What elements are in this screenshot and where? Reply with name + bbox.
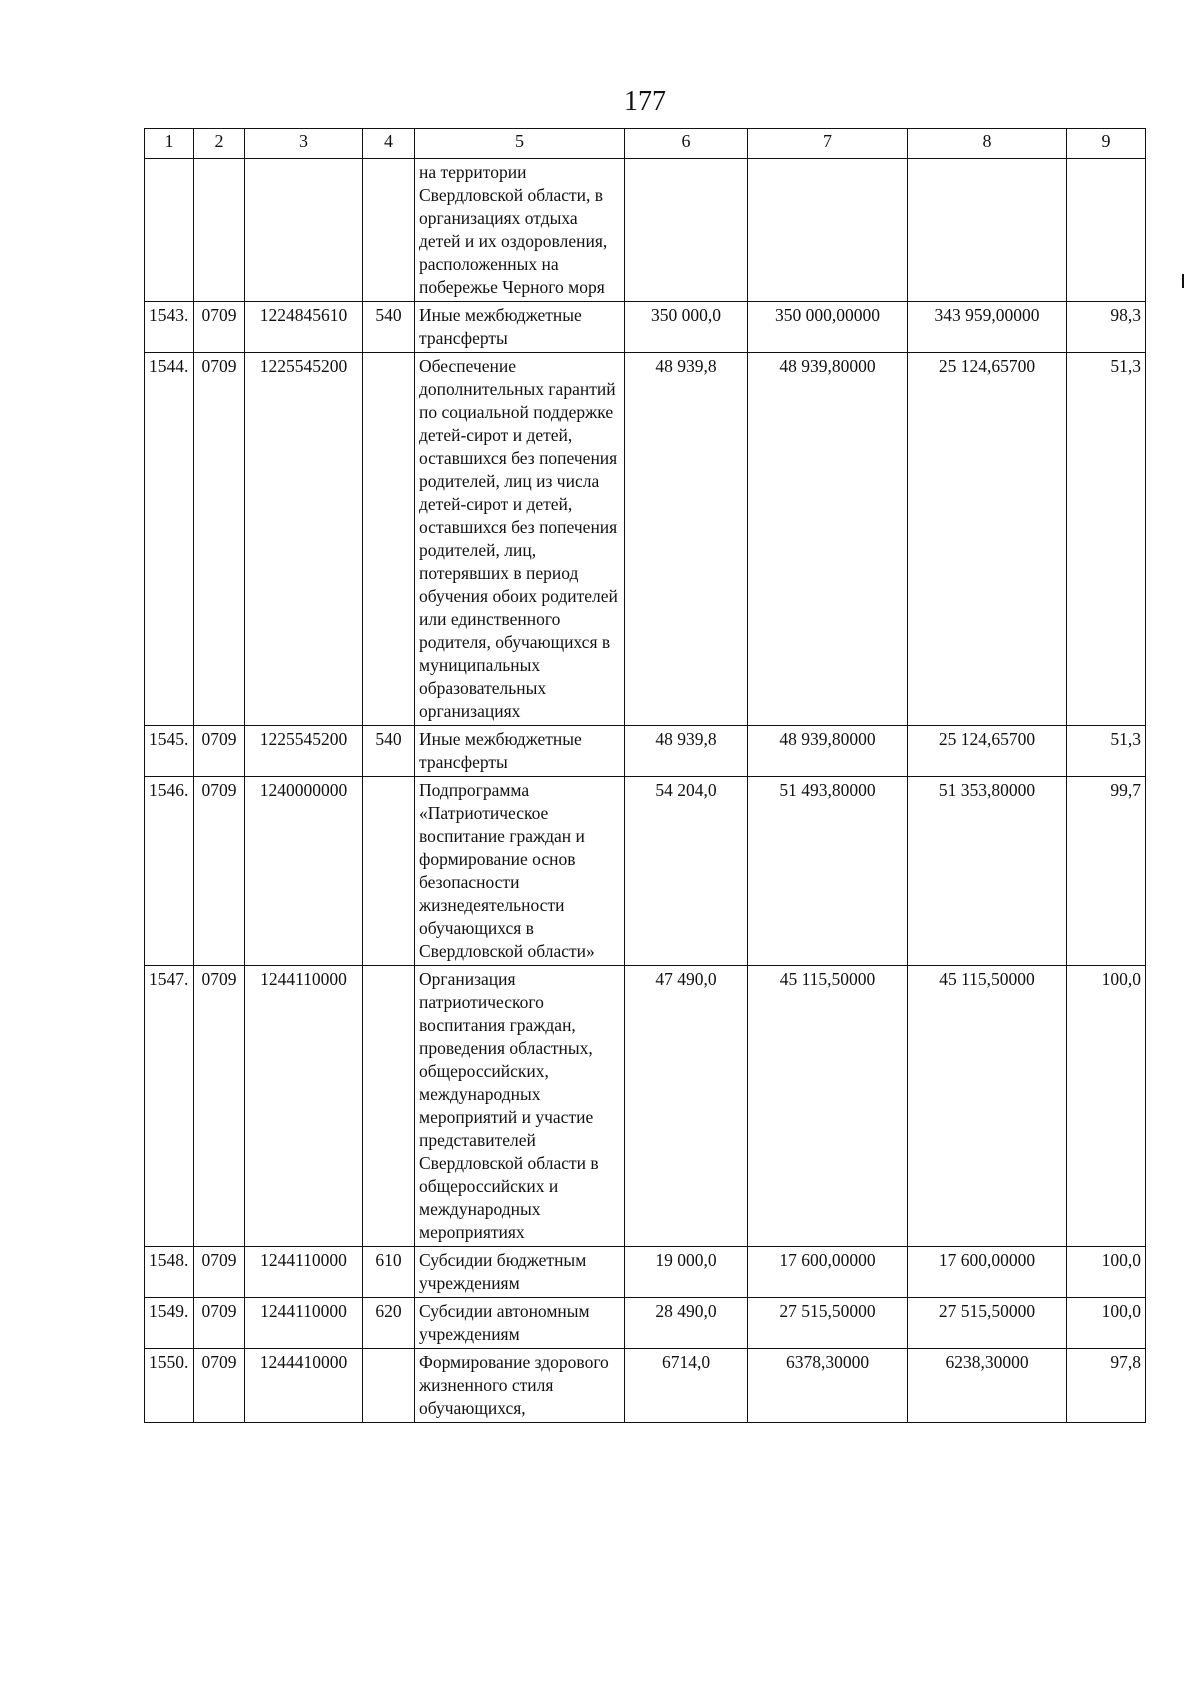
section-code-cell [194, 159, 245, 302]
expense-type-cell: 540 [363, 726, 415, 777]
approved-amount-cell: 48 939,8 [625, 726, 748, 777]
row-number-cell: 1548. [145, 1247, 194, 1298]
item-name-cell: Субсидии бюджетным учреждениям [415, 1247, 625, 1298]
executed-amount-cell: 17 600,00000 [908, 1247, 1067, 1298]
row-number-cell: 1544. [145, 353, 194, 726]
table-row [145, 353, 1146, 726]
execution-percent-cell [1067, 159, 1146, 302]
row-number-cell: 1543. [145, 302, 194, 353]
expense-type-cell: 610 [363, 1247, 415, 1298]
section-code-cell: 0709 [194, 777, 245, 966]
item-name-cell: Иные межбюджетные трансферты [415, 726, 625, 777]
item-name-cell: на территории Свердловской области, в организациях отдыха детей и их оздоровления, расположенных на побережье Черного моря [415, 159, 625, 302]
item-name-cell: Организация патриотического воспитания граждан, проведения областных, общероссийских, международных мероприятий и участие представителей Свердловской области в общероссийских и международных мероприятиях [415, 966, 625, 1247]
planned-amount-cell: 17 600,00000 [748, 1247, 908, 1298]
executed-amount-cell: 27 515,50000 [908, 1298, 1067, 1349]
table-row [145, 302, 1146, 353]
execution-percent-cell: 100,0 [1067, 1298, 1146, 1349]
column-header: 4 [363, 129, 415, 159]
planned-amount-cell: 27 515,50000 [748, 1298, 908, 1349]
execution-percent-cell: 100,0 [1067, 1247, 1146, 1298]
expense-type-cell: 540 [363, 302, 415, 353]
approved-amount-cell: 6714,0 [625, 1349, 748, 1423]
table-row [145, 726, 1146, 777]
section-code-cell: 0709 [194, 1349, 245, 1423]
execution-percent-cell: 97,8 [1067, 1349, 1146, 1423]
planned-amount-cell: 45 115,50000 [748, 966, 908, 1247]
column-header: 8 [908, 129, 1067, 159]
section-code-cell: 0709 [194, 302, 245, 353]
table-row [145, 159, 1146, 302]
executed-amount-cell: 25 124,65700 [908, 353, 1067, 726]
expense-type-cell [363, 966, 415, 1247]
section-code-cell: 0709 [194, 726, 245, 777]
row-number-cell: 1550. [145, 1349, 194, 1423]
expense-type-cell [363, 353, 415, 726]
planned-amount-cell [748, 159, 908, 302]
target-code-cell: 1224845610 [245, 302, 363, 353]
execution-percent-cell: 51,3 [1067, 726, 1146, 777]
approved-amount-cell: 350 000,0 [625, 302, 748, 353]
item-name-cell: Формирование здорового жизненного стиля обучающихся, [415, 1349, 625, 1423]
item-name-cell: Обеспечение дополнительных гарантий по социальной поддержке детей-сирот и детей, оставшихся без попечения родителей, лиц из числа детей-сирот и детей, оставшихся без попечения родителей, лиц, потерявших в период обучения обоих родителей или единственного родителя, обучающихся в муниципальных образовательных организациях [415, 353, 625, 726]
row-number-cell [145, 159, 194, 302]
column-header: 5 [415, 129, 625, 159]
target-code-cell [245, 159, 363, 302]
executed-amount-cell: 45 115,50000 [908, 966, 1067, 1247]
target-code-cell: 1244110000 [245, 1298, 363, 1349]
expense-type-cell [363, 777, 415, 966]
table-row [145, 1298, 1146, 1349]
approved-amount-cell: 19 000,0 [625, 1247, 748, 1298]
executed-amount-cell: 6238,30000 [908, 1349, 1067, 1423]
table-row [145, 1247, 1146, 1298]
item-name-cell: Иные межбюджетные трансферты [415, 302, 625, 353]
table-row [145, 966, 1146, 1247]
approved-amount-cell: 54 204,0 [625, 777, 748, 966]
section-code-cell: 0709 [194, 966, 245, 1247]
execution-percent-cell: 51,3 [1067, 353, 1146, 726]
column-header: 1 [145, 129, 194, 159]
item-name-cell: Подпрограмма «Патриотическое воспитание граждан и формирование основ безопасности жизнедеятельности обучающихся в Свердловской области» [415, 777, 625, 966]
target-code-cell: 1244110000 [245, 966, 363, 1247]
executed-amount-cell: 25 124,65700 [908, 726, 1067, 777]
expense-type-cell [363, 1349, 415, 1423]
row-number-cell: 1547. [145, 966, 194, 1247]
execution-percent-cell: 98,3 [1067, 302, 1146, 353]
planned-amount-cell: 51 493,80000 [748, 777, 908, 966]
target-code-cell: 1244410000 [245, 1349, 363, 1423]
margin-mark [1182, 274, 1184, 288]
executed-amount-cell: 51 353,80000 [908, 777, 1067, 966]
item-name-cell: Субсидии автономным учреждениям [415, 1298, 625, 1349]
section-code-cell: 0709 [194, 353, 245, 726]
table-body [145, 159, 1146, 1423]
execution-percent-cell: 100,0 [1067, 966, 1146, 1247]
expense-type-cell: 620 [363, 1298, 415, 1349]
row-number-cell: 1545. [145, 726, 194, 777]
target-code-cell: 1225545200 [245, 353, 363, 726]
column-header: 2 [194, 129, 245, 159]
table-header-row [145, 129, 1146, 159]
column-header: 7 [748, 129, 908, 159]
approved-amount-cell [625, 159, 748, 302]
planned-amount-cell: 350 000,00000 [748, 302, 908, 353]
budget-table [144, 128, 1146, 1423]
column-header: 3 [245, 129, 363, 159]
target-code-cell: 1244110000 [245, 1247, 363, 1298]
executed-amount-cell: 343 959,00000 [908, 302, 1067, 353]
section-code-cell: 0709 [194, 1247, 245, 1298]
table-row [145, 1349, 1146, 1423]
approved-amount-cell: 48 939,8 [625, 353, 748, 726]
executed-amount-cell [908, 159, 1067, 302]
approved-amount-cell: 47 490,0 [625, 966, 748, 1247]
expense-type-cell [363, 159, 415, 302]
target-code-cell: 1240000000 [245, 777, 363, 966]
planned-amount-cell: 48 939,80000 [748, 353, 908, 726]
column-header: 6 [625, 129, 748, 159]
table-row [145, 777, 1146, 966]
row-number-cell: 1549. [145, 1298, 194, 1349]
approved-amount-cell: 28 490,0 [625, 1298, 748, 1349]
section-code-cell: 0709 [194, 1298, 245, 1349]
target-code-cell: 1225545200 [245, 726, 363, 777]
column-header: 9 [1067, 129, 1146, 159]
page-number: 177 [624, 86, 666, 117]
planned-amount-cell: 48 939,80000 [748, 726, 908, 777]
planned-amount-cell: 6378,30000 [748, 1349, 908, 1423]
execution-percent-cell: 99,7 [1067, 777, 1146, 966]
row-number-cell: 1546. [145, 777, 194, 966]
